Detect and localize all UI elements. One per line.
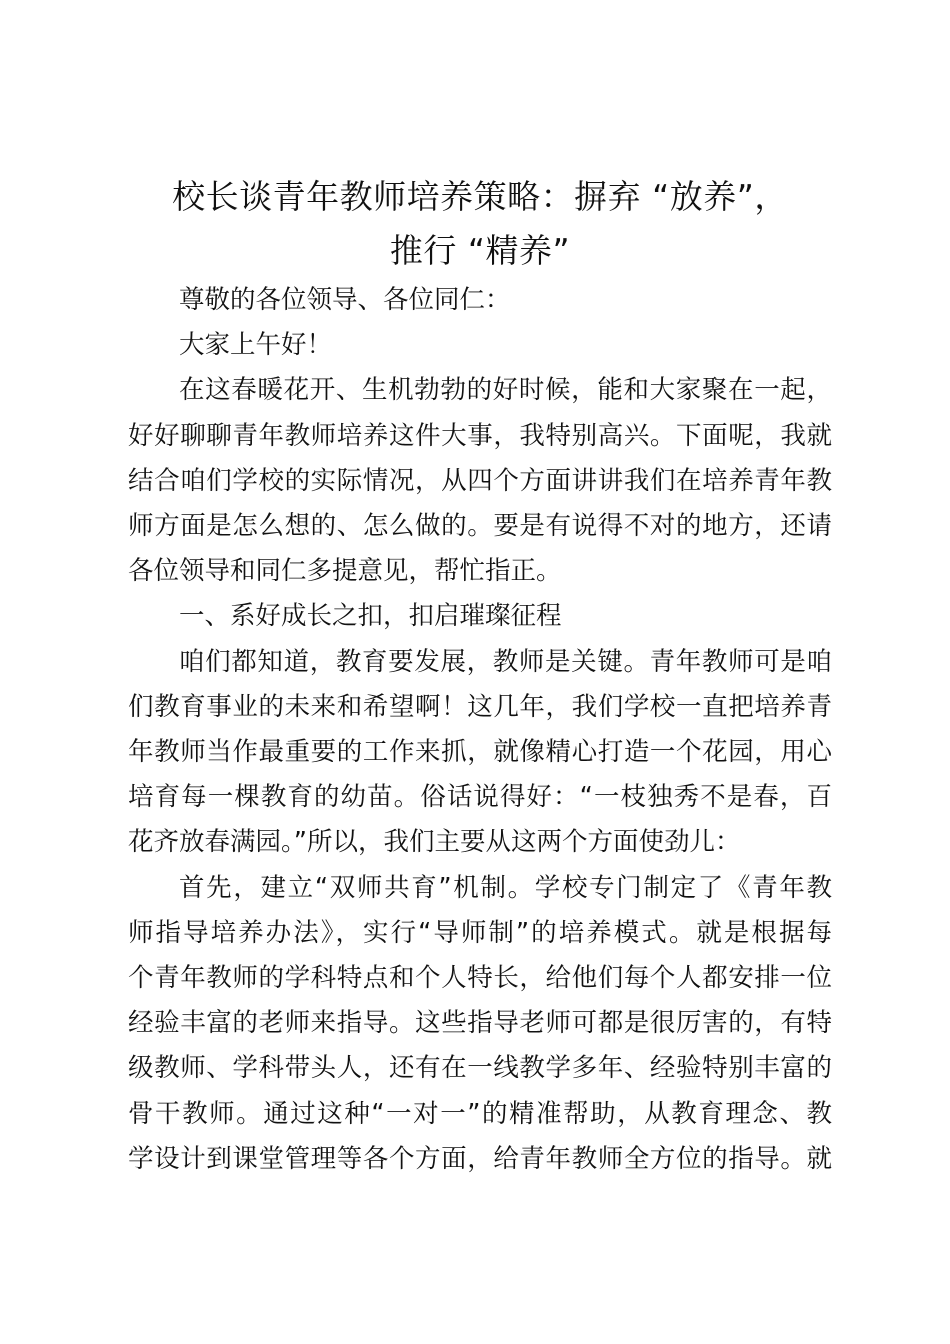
paragraph-line: 尊敬的各位领导、各位同仁： [179,285,511,315]
paragraph-line: 大家上午好！ [179,330,333,361]
title-line: 校长谈青年教师培养策略：摒弃 “放养”， [172,177,788,216]
paragraph-line: 首先，建立“双师共育”机制。学校专门制定了《青年教 [179,872,832,903]
document-title [128,170,832,278]
greeting-paragraph [128,323,832,368]
paragraph-line: 骨干教师。通过这种“一对一”的精准帮助，从教育理念、教 [128,1098,832,1129]
body-paragraph [128,640,832,866]
body-paragraph [128,866,832,1182]
document-body [128,278,832,1182]
paragraph-line: 师指导培养办法》，实行“导师制”的培养模式。就是根据每 [128,917,832,948]
paragraph-line: 学设计到课堂管理等各个方面，给青年教师全方位的指导。就 [128,1143,832,1174]
paragraph-line: 年教师当作最重要的工作来抓，就像精心打造一个花园，用心 [128,737,832,768]
section-heading [128,594,832,639]
salutation-paragraph [128,278,832,323]
paragraph-line: 级教师、学科带头人，还有在一线教学多年、经验特别丰富的 [128,1053,832,1084]
paragraph-line: 师方面是怎么想的、怎么做的。要是有说得不对的地方，还请 [128,511,832,542]
paragraph-line: 在这春暖花开、生机勃勃的好时候，能和大家聚在一起， [179,375,832,406]
paragraph-line: 咱们都知道，教育要发展，教师是关键。青年教师可是咱 [179,646,832,677]
paragraph-line: 培育每一棵教育的幼苗。俗话说得好：“一枝独秀不是春，百 [128,782,832,813]
title-line: 推行 “精养” [389,231,571,270]
paragraph-line: 们教育事业的未来和希望啊！这几年，我们学校一直把培养青 [128,691,832,722]
intro-paragraph [128,368,832,594]
paragraph-line: 经验丰富的老师来指导。这些指导老师可都是很厉害的，有特 [128,1008,832,1039]
paragraph-line: 一、系好成长之扣，扣启璀璨征程 [179,601,562,632]
document-page [128,170,832,1182]
paragraph-line: 个青年教师的学科特点和个人特长，给他们每个人都安排一位 [128,963,832,994]
paragraph-line: 结合咱们学校的实际情况，从四个方面讲讲我们在培养青年教 [128,465,832,496]
paragraph-line: 好好聊聊青年教师培养这件大事，我特别高兴。下面呢，我就 [128,420,832,451]
paragraph-line: 各位领导和同仁多提意见，帮忙指正。 [128,556,562,587]
paragraph-line: 花齐放春满园。”所以，我们主要从这两个方面使劲儿： [128,827,741,858]
